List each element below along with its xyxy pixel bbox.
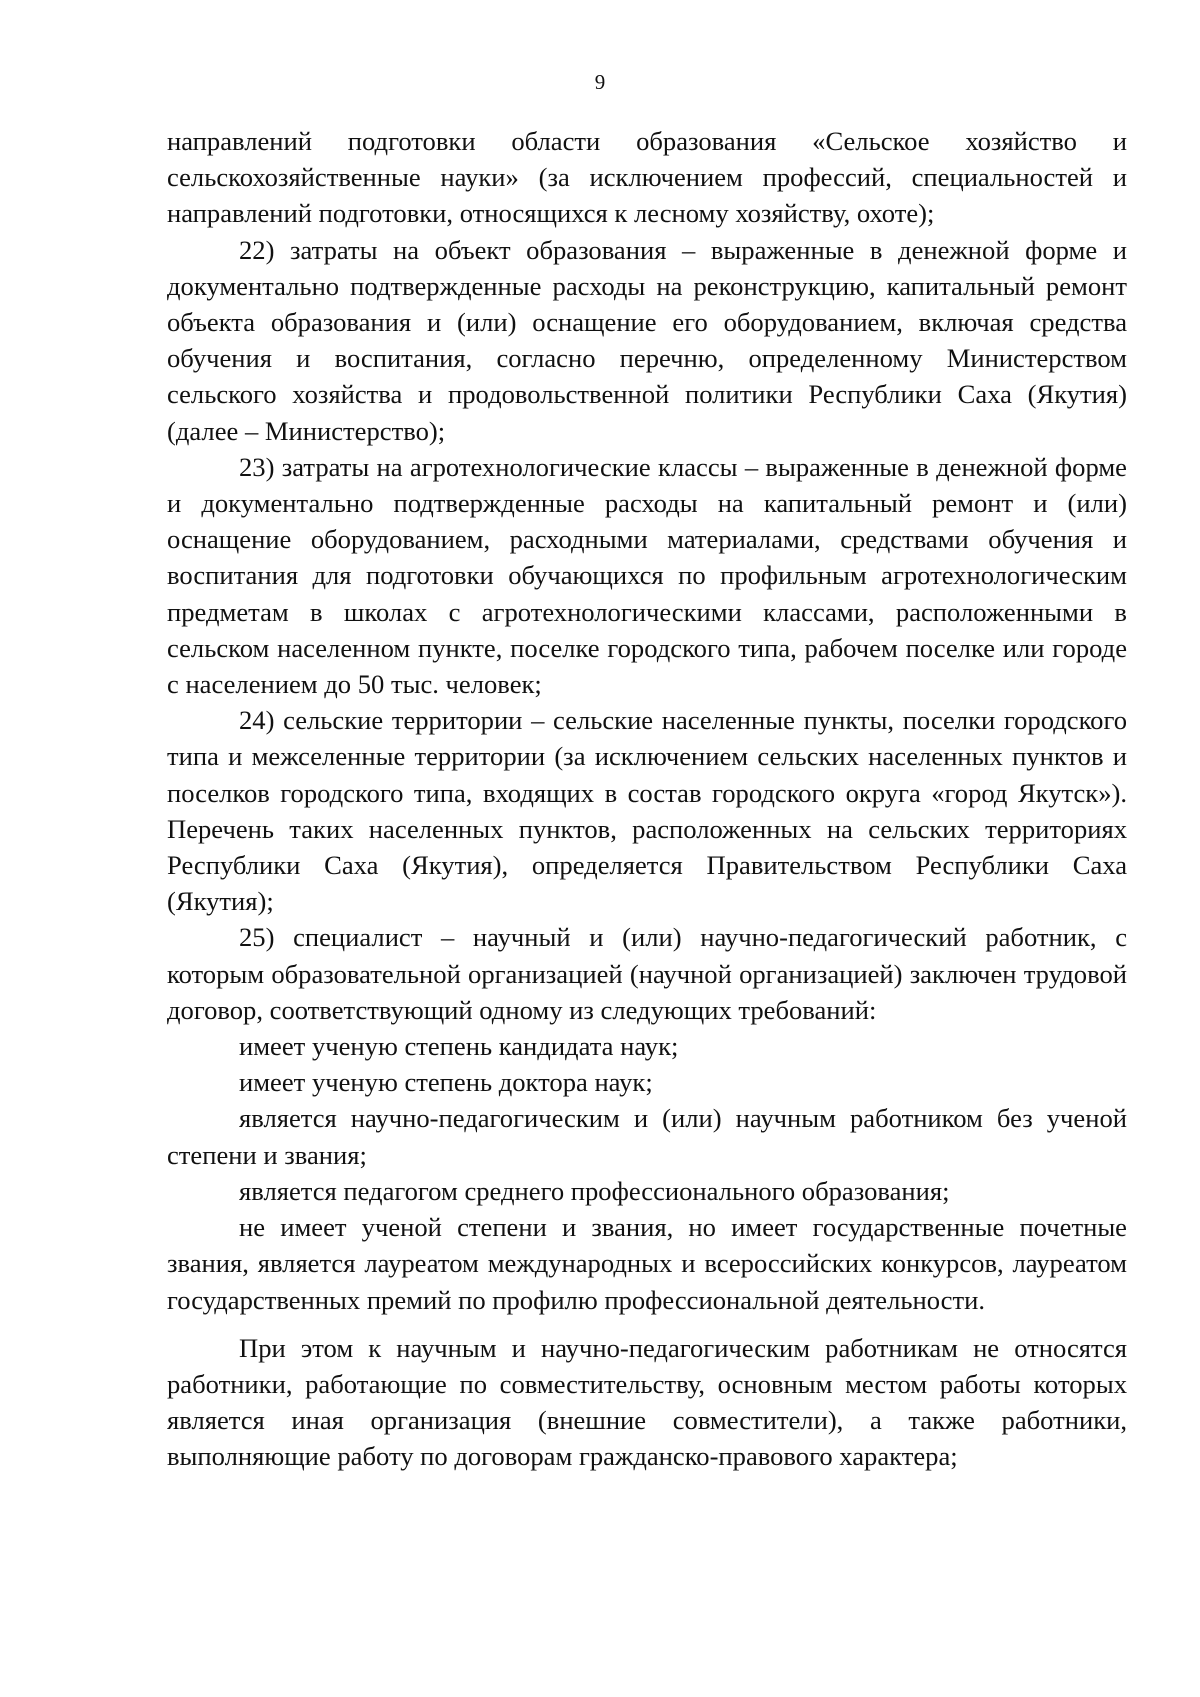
- page-number: 9: [594, 70, 606, 94]
- document-body: [167, 123, 1127, 1475]
- requirement-candidate-degree: имеет ученую степень кандидата наук;: [239, 1031, 679, 1062]
- paragraph-item-25: 25) специалист – научный и (или) научно-педагогический работник, с которым образовательной организацией (научной организацией) заключен трудовой договор, соответствующий одному из следующих требований:: [167, 922, 1127, 1025]
- requirement-doctor-degree: имеет ученую степень доктора наук;: [239, 1067, 653, 1098]
- requirement-vocational-teacher: является педагогом среднего профессионального образования;: [239, 1175, 950, 1206]
- requirement-honorary-titles: не имеет ученой степени и звания, но имеет государственные почетные звания, является лауреатом международных и всероссийских конкурсов, лауреатом государственных премий по профилю профессиональной деятельности.: [167, 1212, 1127, 1315]
- paragraph-exclusion-note: При этом к научным и научно-педагогическим работникам не относятся работники, работающие по совместительству, основным местом работы которых является иная организация (внешние совместители), а также работники, выполняющие работу по договорам гражданско-правового характера;: [167, 1332, 1127, 1472]
- paragraph-item-23: 23) затраты на агротехнологические классы – выраженные в денежной форме и документально подтвержденные расходы на капитальный ремонт и (или) оснащение оборудованием, расходными материалами, средствами обучения и воспитания для подготовки обучающихся по профильным агротехнологическим предметам в школах с агротехнологическими классами, расположенными в сельском населенном пункте, поселке городского типа, рабочем поселке или городе с населением до 50 тыс. человек;: [167, 451, 1127, 700]
- paragraph-continuation: направлений подготовки области образования «Сельское хозяйство и сельскохозяйственные науки» (за исключением профессий, специальностей и направлений подготовки, относящихся к лесному хозяйству, охоте);: [167, 126, 1127, 229]
- paragraph-item-22: 22) затраты на объект образования – выраженные в денежной форме и документально подтвержденные расходы на реконструкцию, капитальный ремонт объекта образования и (или) оснащение его оборудованием, включая средства обучения и воспитания, согласно перечню, определенному Министерством сельского хозяйства и продовольственной политики Республики Саха (Якутия) (далее – Министерство);: [167, 234, 1127, 446]
- requirement-no-degree: является научно-педагогическим и (или) научным работником без ученой степени и звания;: [167, 1103, 1127, 1170]
- paragraph-item-24: 24) сельские территории – сельские населенные пункты, поселки городского типа и межселенные территории (за исключением сельских населенных пунктов и поселков городского типа, входящих в состав городского округа «город Якутск»). Перечень таких населенных пунктов, расположенных на сельских территориях Республики Саха (Якутия), определяется Правительством Республики Саха (Якутия);: [167, 705, 1127, 917]
